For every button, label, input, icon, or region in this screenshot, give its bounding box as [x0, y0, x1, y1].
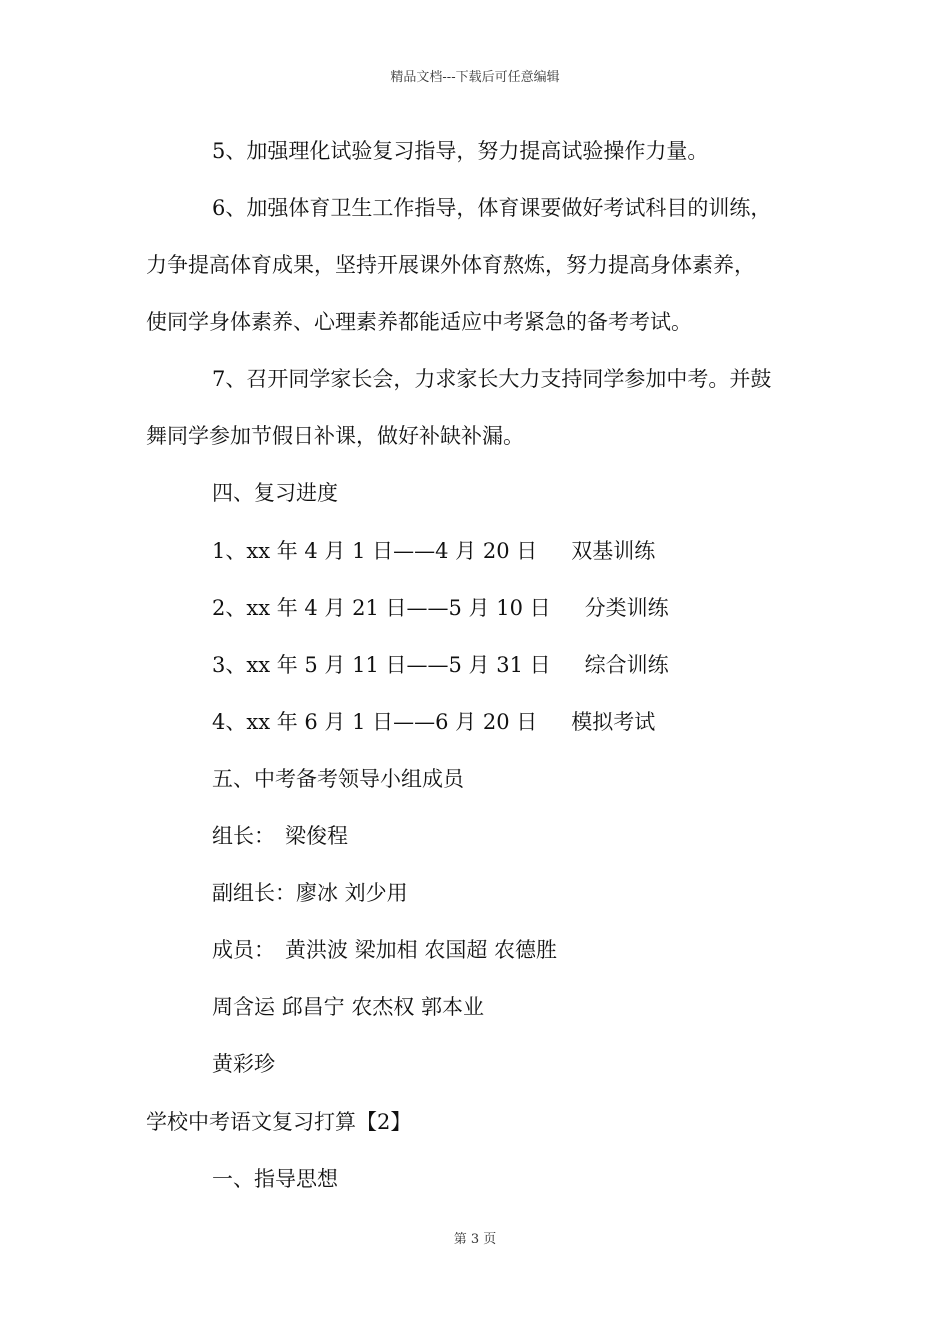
paragraph-line: 7、召开同学家长会，力求家长大力支持同学参加中考。并鼓 — [212, 367, 772, 391]
members-names: 黄洪波 梁加相 农国超 农德胜 — [285, 938, 558, 962]
leader-row — [212, 821, 348, 851]
paragraph-line: 舞同学参加节假日补课，做好补缺补漏。 — [146, 424, 524, 448]
schedule-row — [212, 536, 655, 566]
deputy-row — [212, 878, 408, 908]
schedule-dates: 3、xx 年 5 月 11 日——5 月 31 日 — [212, 653, 551, 677]
paragraph-line: 使同学身体素养、心理素养都能适应中考紧急的备考考试。 — [146, 310, 692, 334]
schedule-dates: 4、xx 年 6 月 1 日——6 月 20 日 — [212, 710, 538, 734]
page-header: 精品文档---下载后可任意编辑 — [390, 70, 560, 85]
members-row — [212, 935, 557, 965]
paragraph-line: 5、加强理化试验复习指导，努力提高试验操作力量。 — [212, 139, 709, 163]
schedule-dates: 2、xx 年 4 月 21 日——5 月 10 日 — [212, 596, 551, 620]
schedule-row — [212, 650, 669, 680]
schedule-task: 模拟考试 — [571, 710, 656, 734]
members-row: 周含运 邱昌宁 农杰权 郭本业 — [212, 995, 485, 1019]
schedule-task: 综合训练 — [584, 653, 669, 677]
members-label: 成员： — [212, 938, 275, 962]
schedule-task: 双基训练 — [571, 539, 656, 563]
schedule-row — [212, 707, 655, 737]
schedule-task: 分类训练 — [584, 596, 669, 620]
leader-names: 梁俊程 — [285, 824, 348, 848]
paragraph-line: 力争提高体育成果，坚持开展课外体育熬炼，努力提高身体素养， — [146, 253, 755, 277]
section-heading: 四、复习进度 — [212, 481, 338, 505]
section-heading: 五、中考备考领导小组成员 — [212, 767, 464, 791]
document-title: 学校中考语文复习打算【2】 — [146, 1110, 412, 1134]
deputy-label: 副组长： — [212, 881, 296, 905]
deputy-names: 廖冰 刘少用 — [296, 881, 408, 905]
schedule-row — [212, 593, 669, 623]
members-row: 黄彩珍 — [212, 1052, 275, 1076]
leader-label: 组长： — [212, 824, 275, 848]
schedule-dates: 1、xx 年 4 月 1 日——4 月 20 日 — [212, 539, 538, 563]
page-footer: 第 3 页 — [453, 1232, 497, 1247]
paragraph-line: 6、加强体育卫生工作指导，体育课要做好考试科目的训练， — [212, 196, 772, 220]
section-heading: 一、指导思想 — [212, 1167, 338, 1191]
